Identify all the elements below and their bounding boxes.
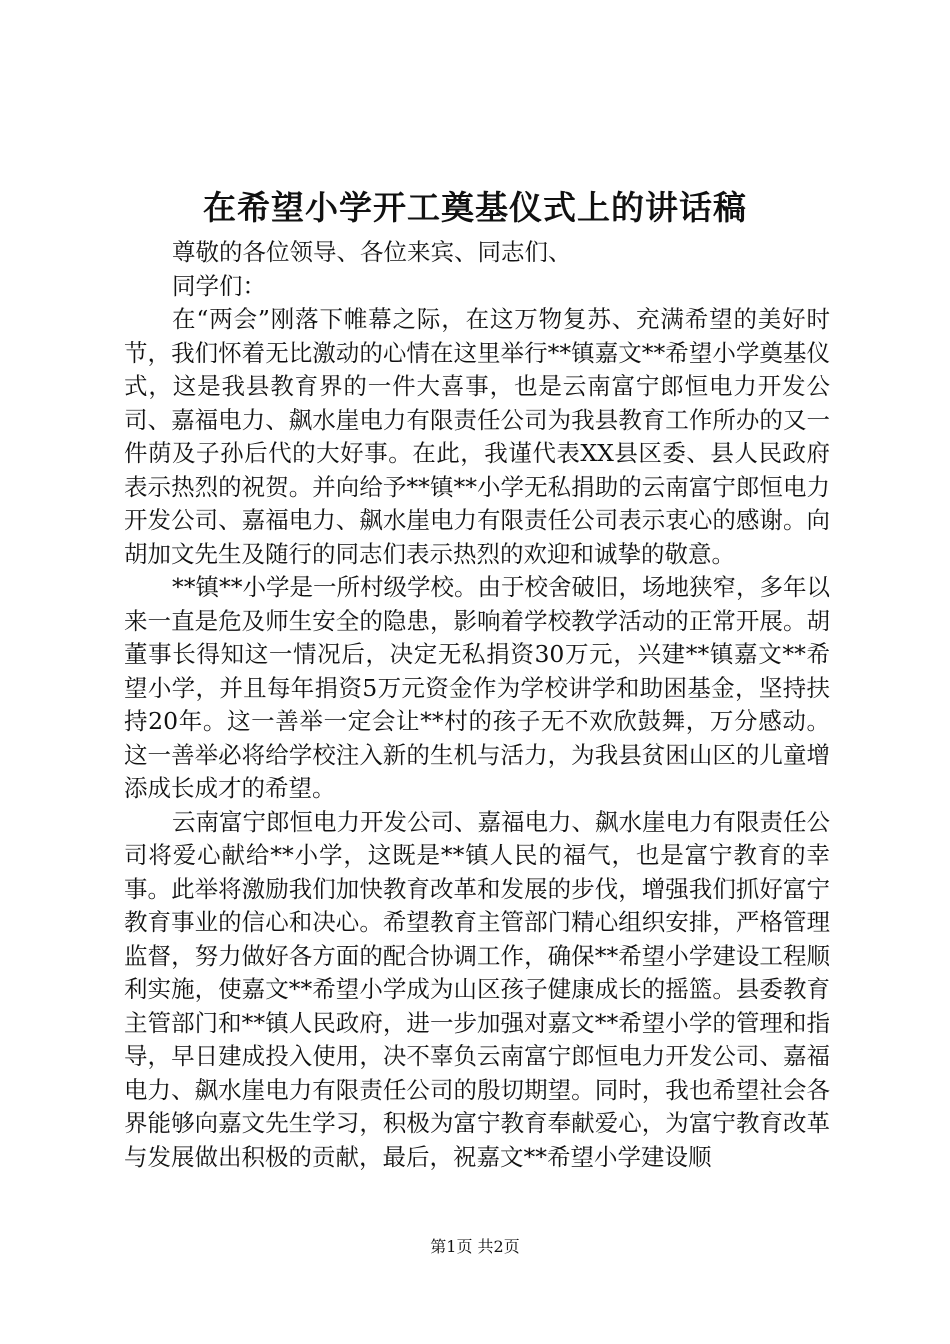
paragraph-3: 云南富宁郎恒电力开发公司、嘉福电力、飙水崖电力有限责任公司将爱心献给**小学，这既是**镇人民的福气，也是富宁教育的幸事。此举将激励我们加快教育改革和发展的步伐，增强我们抓好富宁教育事业的信心和决心。希望教育主管部门精心组织安排，严格管理监督，努力做好各方面的配合协调工作，确保**希望小学建设工程顺利实施，使嘉文**希望小学成为山区孩子健康成长的摇篮。县委教育主管部门和**镇人民政府，进一步加强对嘉文**希望小学的管理和指导，早日建成投入使用，决不辜负云南富宁郎恒电力开发公司、嘉福电力、飙水崖电力有限责任公司的殷切期望。同时，我也希望社会各界能够向嘉文先生学习，积极为富宁教育奉献爱心，为富宁教育改革与发展做出积极的贡献，最后，祝嘉文**希望小学建设顺 [124, 807, 830, 1171]
salutation-line-2: 同学们： [172, 271, 266, 300]
paragraph-2: **镇**小学是一所村级学校。由于校舍破旧，场地狭窄，多年以来一直是危及师生安全的隐患，影响着学校教学活动的正常开展。胡董事长得知这一情况后，决定无私捐资30万元，兴建**镇嘉文**希望小学，并且每年捐资5万元资金作为学校讲学和助困基金，坚持扶持20年。这一善举一定会让**村的孩子无不欢欣鼓舞，万分感动。这一善举必将给学校注入新的生机与活力，为我县贫困山区的儿童增添成长成才的希望。 [124, 573, 830, 802]
paragraph-1: 在“两会”刚落下帷幕之际，在这万物复苏、充满希望的美好时节，我们怀着无比激动的心情在这里举行**镇嘉文**希望小学奠基仪式，这是我县教育界的一件大喜事，也是云南富宁郎恒电力开发公司、嘉福电力、飙水崖电力有限责任公司为我县教育工作所办的又一件荫及子孙后代的大好事。在此，我谨代表XX县区委、县人民政府表示热烈的祝贺。并向给予**镇**小学无私捐助的云南富宁郎恒电力开发公司、嘉福电力、飙水崖电力有限责任公司表示衷心的感谢。向胡加文先生及随行的同志们表示热烈的欢迎和诚挚的敬意。 [124, 305, 830, 568]
salutation-line-1: 尊敬的各位领导、各位来宾、同志们、 [172, 238, 572, 266]
document-title: 在希望小学开工奠基仪式上的讲话稿 [203, 188, 747, 227]
page-footer: 第1页 共2页 [430, 1237, 520, 1256]
document-body [124, 236, 830, 1174]
